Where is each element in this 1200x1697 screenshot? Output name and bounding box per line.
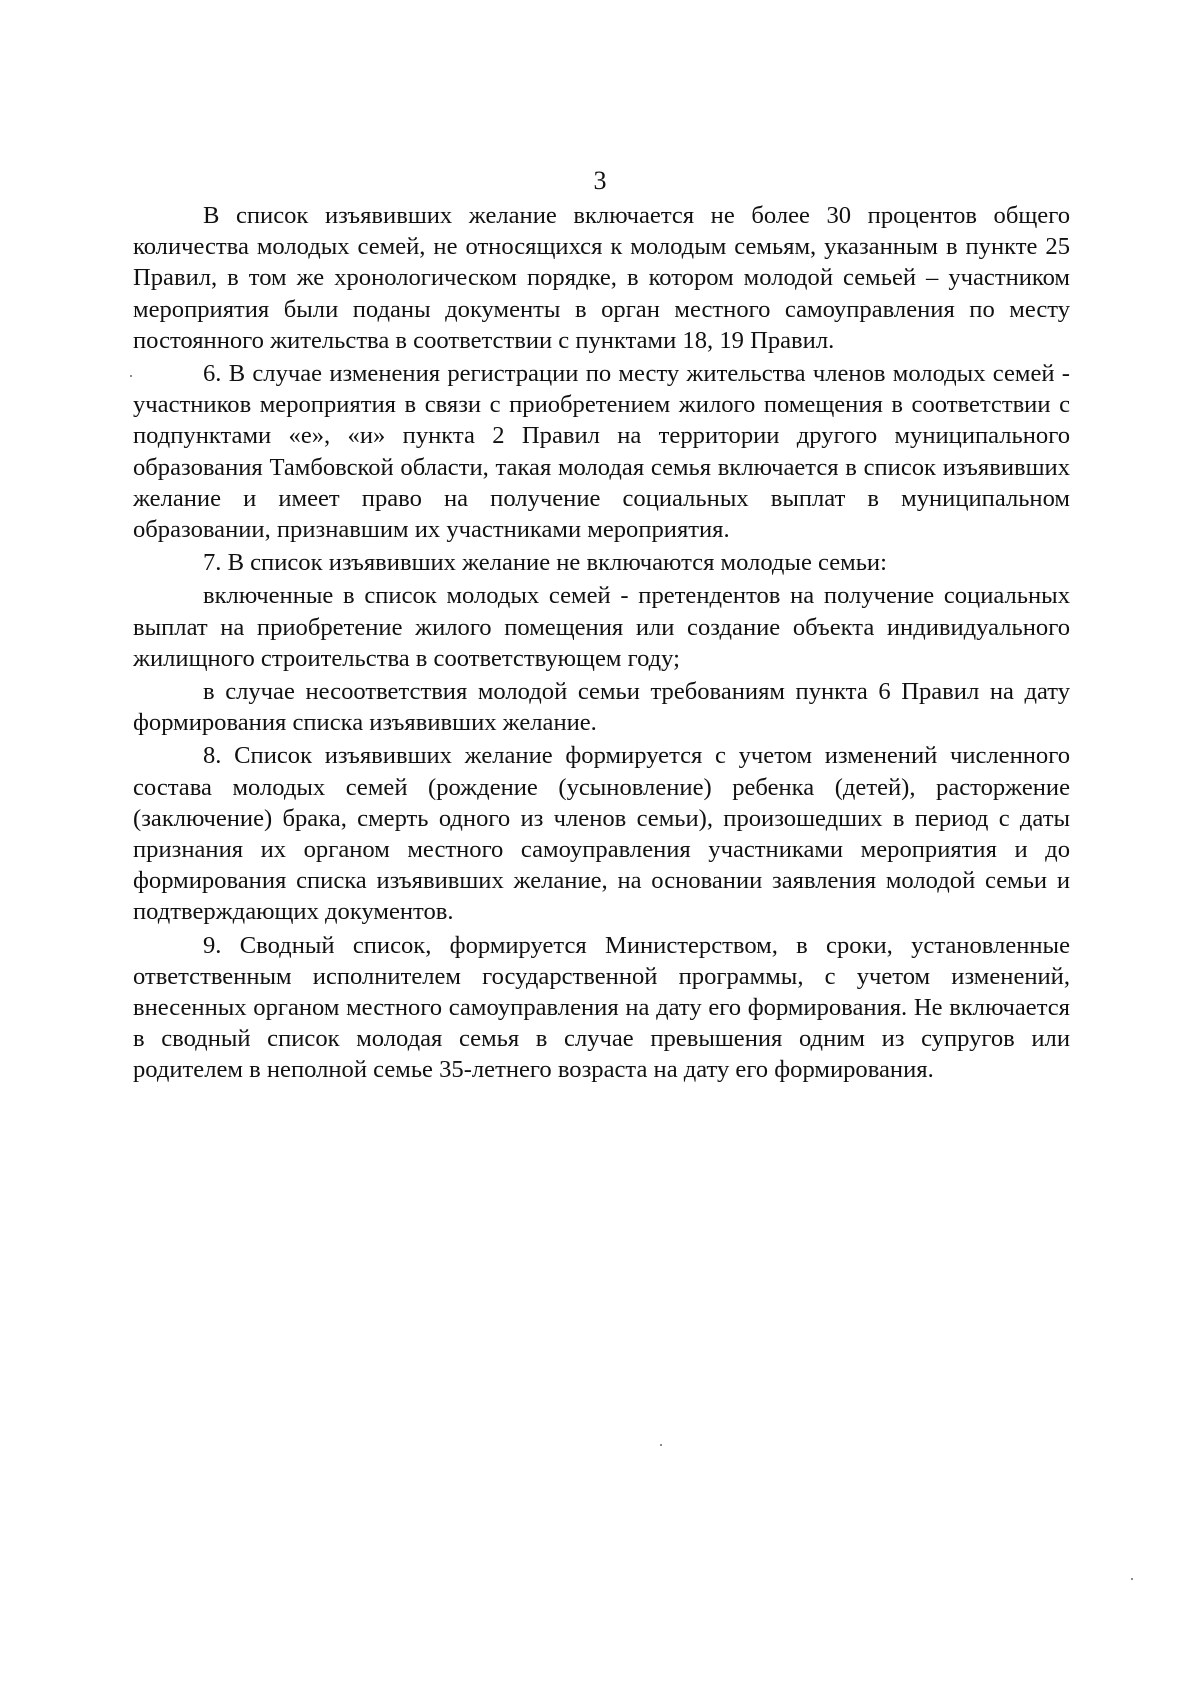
paragraph-item-8: 8. Список изъявивших желание формируется с учетом изменений численного состава молодых семей (рождение (усыновление) ребенка (детей), расторжение (заключение) брака, смерть одного из членов семьи), произошедших в период с даты признания их органом местного самоуправления участниками мероприятия и до формирования списка изъявивших желание, на основании заявления молодой семьи и подтверждающих документов.: [133, 742, 1070, 926]
scan-speck: [660, 1444, 662, 1446]
paragraph-item-9: 9. Сводный список, формируется Министерством, в сроки, установленные ответственным исполнителем государственной программы, с учетом изменений, внесенных органом местного самоуправления на дату его формирования. Не включается в сводный список молодая семья в случае превышения одним из супругов или родителем в неполной семье 35-летнего возраста на дату его формирования.: [133, 931, 1070, 1084]
document-body: [133, 200, 1070, 1086]
scan-speck: [130, 375, 132, 377]
paragraph-item-7: 7. В список изъявивших желание не включаются молодые семьи:: [203, 549, 887, 577]
paragraph-continuation: В список изъявивших желание включается не более 30 процентов общего количества молодых семей, не относящихся к молодым семьям, указанным в пункте 25 Правил, в том же хронологическом порядке, в котором молодой семьей – участником мероприятия были поданы документы в орган местного самоуправления по месту постоянного жительства в соответствии с пунктами 18, 19 Правил.: [133, 202, 1070, 354]
page-number: 3: [593, 166, 607, 195]
paragraph-item-7-clause-1: включенные в список молодых семей - претендентов на получение социальных выплат на приобретение жилого помещения или создание объекта индивидуального жилищного строительства в соответствующем году;: [133, 582, 1070, 672]
paragraph-item-6: 6. В случае изменения регистрации по месту жительства членов молодых семей - участников мероприятия в связи с приобретением жилого помещения в соответствии с подпунктами «е», «и» пункта 2 Правил на территории другого муниципального образования Тамбовской области, такая молодая семья включается в список изъявивших желание и имеет право на получение социальных выплат в муниципальном образовании, признавшим их участниками мероприятия.: [133, 360, 1070, 544]
paragraph-item-7-clause-2: в случае несоответствия молодой семьи требованиям пункта 6 Правил на дату формирования списка изъявивших желание.: [133, 678, 1070, 737]
scan-speck: [1131, 1578, 1133, 1580]
